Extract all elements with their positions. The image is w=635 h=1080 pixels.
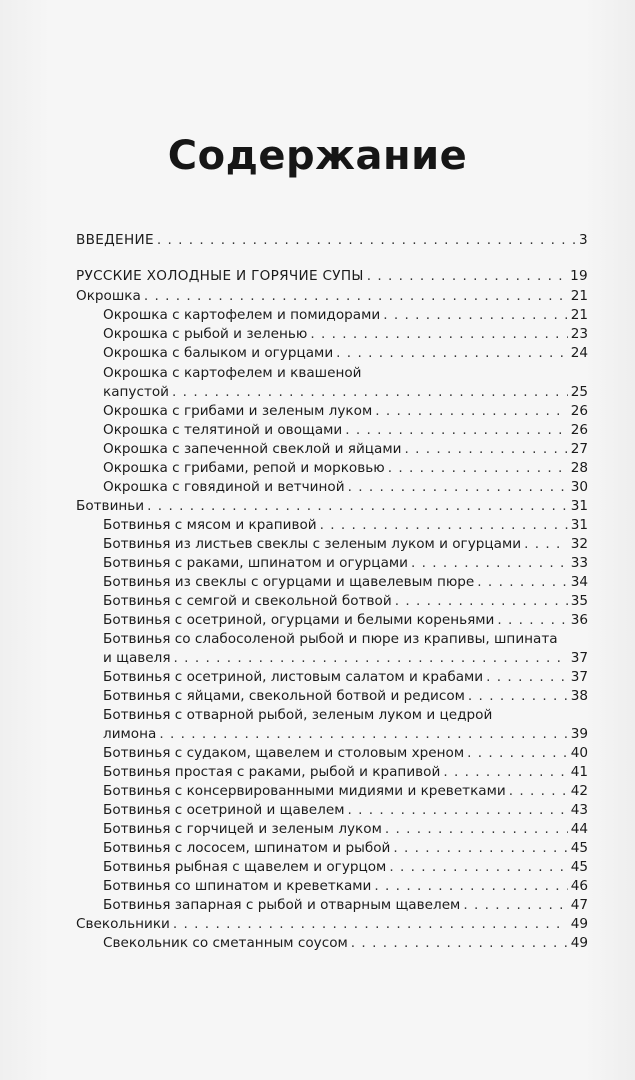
toc-entry-title: ВВЕДЕНИЕ [76, 232, 154, 248]
toc-leader-dots [383, 305, 568, 325]
toc-entry-title: Ботвинья с раками, шпинатом и огурцами [103, 555, 408, 571]
toc-entry[interactable] [103, 762, 588, 782]
toc-entry-title: Окрошка с телятиной и овощами [103, 422, 343, 438]
toc-entry-page: 23 [570, 326, 588, 342]
toc-leader-dots [157, 230, 576, 250]
toc-leader-dots [385, 819, 568, 839]
toc-entry-page: 19 [570, 268, 588, 284]
toc-entry-title: Окрошка [76, 288, 141, 304]
toc-leader-dots [524, 534, 568, 554]
toc-entry-page: 40 [570, 745, 588, 761]
toc-entry-title: Ботвинья с осетриной, листовым салатом и крабами [103, 669, 484, 685]
toc-entry-page: 21 [570, 307, 588, 323]
toc-entry-page: 24 [570, 345, 588, 361]
toc-entry-title: капустой [103, 384, 170, 400]
toc-entry-title: Окрошка с балыком и огурцами [103, 345, 334, 361]
toc-entry-page: 45 [570, 840, 588, 856]
toc-leader-dots [367, 266, 567, 286]
toc-entry-title: лимона [103, 726, 157, 742]
toc-entry-page: 43 [570, 802, 588, 818]
toc-entry-title: Ботвинья с осетриной и щавелем [103, 802, 345, 818]
toc-entry[interactable] [103, 610, 588, 630]
toc-entry-page: 46 [570, 878, 588, 894]
toc-entry[interactable] [76, 496, 588, 516]
toc-entry[interactable] [103, 667, 588, 687]
toc-entry-page: 45 [570, 859, 588, 875]
toc-entry-page: 32 [570, 536, 588, 552]
toc-leader-dots [443, 762, 567, 782]
toc-entry[interactable] [103, 781, 588, 801]
toc-leader-dots [393, 838, 567, 858]
toc-leader-dots [172, 382, 568, 402]
toc-entry[interactable] [103, 382, 588, 402]
toc-leader-dots [345, 420, 567, 440]
toc-entry-page: 27 [570, 441, 588, 457]
toc-entry-title: Окрошка с запеченной свеклой и яйцами [103, 441, 402, 457]
toc-leader-dots [348, 477, 568, 497]
toc-entry[interactable] [103, 439, 588, 459]
toc-entry-title: Ботвинья с консервированными мидиями и креветками [103, 783, 506, 799]
toc-entry[interactable] [103, 477, 588, 497]
toc-entry-title: Ботвинья с семгой и свекольной ботвой [103, 593, 392, 609]
toc-entry-page: 30 [570, 479, 588, 495]
toc-entry[interactable] [103, 648, 588, 668]
toc-entry-title: Ботвинья из листьев свеклы с зеленым луком и огурцами [103, 536, 522, 552]
toc-entry-title: Окрошка с грибами и зеленым луком [103, 403, 373, 419]
toc-entry-title: РУССКИЕ ХОЛОДНЫЕ И ГОРЯЧИЕ СУПЫ [76, 268, 364, 284]
toc-leader-dots [347, 800, 567, 820]
toc-leader-dots [411, 553, 568, 573]
toc-entry[interactable] [103, 534, 588, 554]
toc-entry[interactable] [76, 286, 588, 306]
toc-entry-title: Ботвинья простая с раками, рыбой и крапивой [103, 764, 441, 780]
toc-entry-page: 47 [570, 897, 588, 913]
toc-entry-page: 28 [570, 460, 588, 476]
toc-entry-page: 21 [570, 288, 588, 304]
toc-entry[interactable] [103, 819, 588, 839]
toc-leader-dots [389, 857, 567, 877]
toc-entry-page: 31 [570, 498, 588, 514]
toc-entry-title: Окрошка с грибами, репой и морковью [103, 460, 385, 476]
toc-leader-dots [174, 648, 568, 668]
toc-entry-page: 49 [570, 935, 588, 951]
toc-entry[interactable] [76, 266, 588, 286]
toc-leader-dots [173, 914, 568, 934]
toc-leader-dots [395, 591, 568, 611]
toc-entry-title: Ботвинья из свеклы с огурцами и щавелевым пюре [103, 574, 475, 590]
toc-entry-title: Ботвинья с судаком, щавелем и столовым хреном [103, 745, 465, 761]
toc-entry[interactable] [103, 305, 588, 325]
toc-entry[interactable] [103, 515, 588, 535]
toc-leader-dots [351, 933, 568, 953]
toc-entry[interactable] [103, 857, 588, 877]
toc-entry-title: Свекольник со сметанным соусом [103, 935, 348, 951]
toc-leader-dots [509, 781, 568, 801]
toc-entry-page: 35 [570, 593, 588, 609]
toc-entry[interactable] [103, 838, 588, 858]
toc-entry-title: Окрошка с картофелем и помидорами [103, 307, 381, 323]
toc-entry[interactable] [103, 895, 588, 915]
toc-leader-dots [375, 401, 567, 421]
toc-entry-line[interactable]: Окрошка с картофелем и квашеной [103, 365, 362, 381]
toc-entry-title: Ботвинья с мясом и крапивой [103, 517, 317, 533]
toc-entry-line[interactable]: Ботвинья с отварной рыбой, зеленым луком и цедрой [103, 707, 493, 723]
toc-entry-title: Ботвинья с лососем, шпинатом и рыбой [103, 840, 391, 856]
toc-entry-title: Ботвинья запарная с рыбой и отварным щавелем [103, 897, 461, 913]
toc-leader-dots [404, 439, 567, 459]
toc-entry-title: Ботвинья с горчицей и зеленым луком [103, 821, 382, 837]
toc-leader-dots [388, 458, 568, 478]
toc-entry-title: и щавеля [103, 650, 171, 666]
toc-entry[interactable] [103, 553, 588, 573]
toc-entry[interactable] [103, 876, 588, 896]
toc-leader-dots [463, 895, 567, 915]
toc-leader-dots [320, 515, 568, 535]
toc-entry-title: Ботвинья с яйцами, свекольной ботвой и редисом [103, 688, 465, 704]
toc-entry-page: 39 [570, 726, 588, 742]
toc-entry-title: Ботвинья рыбная с щавелем и огурцом [103, 859, 387, 875]
toc-entry[interactable] [103, 420, 588, 440]
toc-entry[interactable] [76, 230, 588, 250]
toc-entry-title: Окрошка с рыбой и зеленью [103, 326, 308, 342]
toc-entry-page: 37 [570, 650, 588, 666]
toc-leader-dots [497, 610, 567, 630]
toc-entry-page: 26 [570, 422, 588, 438]
toc-entry-page: 38 [570, 688, 588, 704]
toc-leader-dots [336, 343, 568, 363]
toc-entry-page: 3 [579, 232, 588, 248]
toc-entry[interactable] [103, 458, 588, 478]
toc-entry[interactable] [103, 343, 588, 363]
toc-entry-title: Окрошка с говядиной и ветчиной [103, 479, 345, 495]
toc-entry[interactable] [103, 743, 588, 763]
toc-leader-dots [144, 286, 568, 306]
toc-entry-page: 25 [570, 384, 588, 400]
toc-leader-dots [467, 743, 568, 763]
toc-entry-title: Ботвинья с осетриной, огурцами и белыми кореньями [103, 612, 495, 628]
toc-entry[interactable] [76, 914, 588, 934]
toc-entry-page: 31 [570, 517, 588, 533]
toc-entry[interactable] [103, 591, 588, 611]
toc-entry-title: Ботвиньи [76, 498, 145, 514]
toc-entry-page: 26 [570, 403, 588, 419]
toc-entry[interactable] [103, 324, 588, 344]
toc-entry-title: Ботвинья со шпинатом и креветками [103, 878, 372, 894]
toc-leader-dots [374, 876, 567, 896]
toc-entry-page: 41 [570, 764, 588, 780]
toc-leader-dots [147, 496, 568, 516]
toc-entry-page: 34 [570, 574, 588, 590]
toc-leader-dots [468, 686, 568, 706]
toc-entry-page: 44 [570, 821, 588, 837]
toc-leader-dots [486, 667, 568, 687]
toc-entry[interactable] [103, 933, 588, 953]
page-title: Содержание [167, 133, 468, 179]
toc-entry[interactable] [103, 401, 588, 421]
toc-entry[interactable] [103, 724, 588, 744]
toc-leader-dots [477, 572, 567, 592]
toc-entry-page: 42 [570, 783, 588, 799]
toc-entry-page: 33 [570, 555, 588, 571]
toc-entry-title: Свекольники [76, 916, 170, 932]
toc-entry-page: 36 [570, 612, 588, 628]
toc-entry-page: 37 [570, 669, 588, 685]
toc-leader-dots [159, 724, 567, 744]
toc-entry[interactable] [103, 686, 588, 706]
toc-entry-line[interactable]: Ботвинья со слабосоленой рыбой и пюре из крапивы, шпината [103, 631, 558, 647]
toc-entry[interactable] [103, 572, 588, 592]
toc-leader-dots [310, 324, 567, 344]
toc-entry-page: 49 [570, 916, 588, 932]
toc-entry[interactable] [103, 800, 588, 820]
